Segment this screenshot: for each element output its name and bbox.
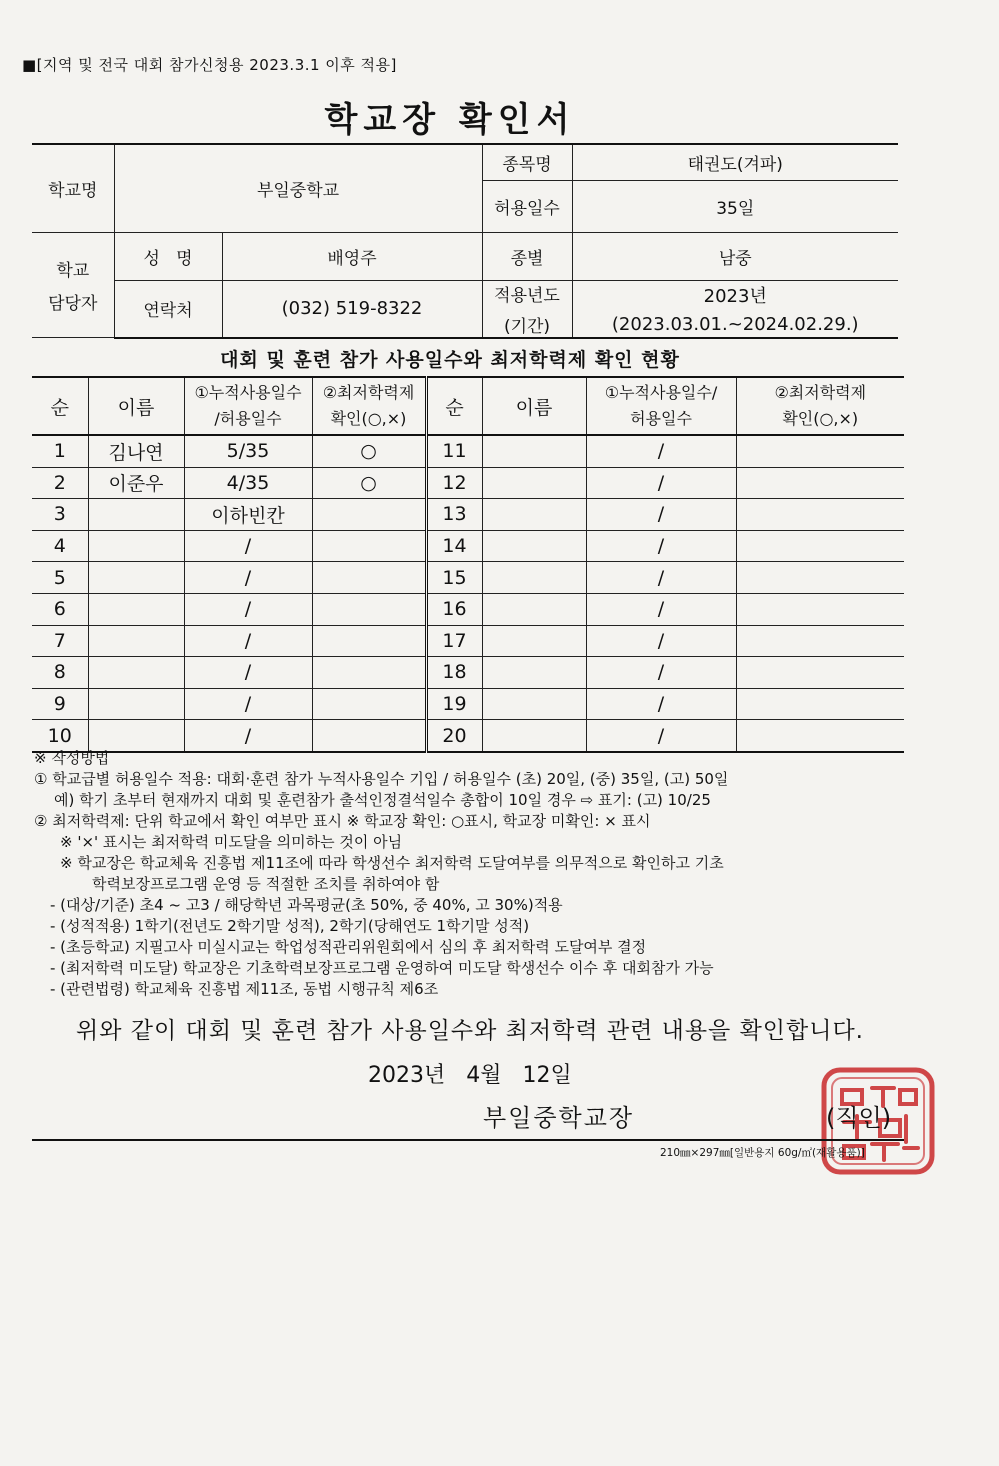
row-check-left: ○ xyxy=(312,435,426,467)
row-no-right: 11 xyxy=(426,435,482,467)
allowed-days-label: 허용일수 xyxy=(482,180,572,232)
page-title: 학교장 확인서 xyxy=(324,100,576,140)
col-header-name-right: 이름 xyxy=(482,377,586,435)
row-no-left: 5 xyxy=(32,562,88,594)
row-name-right xyxy=(482,562,586,594)
row-check-right xyxy=(736,499,904,531)
row-check-left xyxy=(312,593,426,625)
row-days-left: 5/35 xyxy=(184,435,312,467)
apply-year-label-line2: (기간) xyxy=(503,316,551,337)
col-header-days-left-line2: /허용일수 xyxy=(214,409,282,428)
seal-label: (직인) xyxy=(826,1104,892,1132)
row-name-right xyxy=(482,530,586,562)
note-3: ※ '×' 표시는 최저학력 미도달을 의미하는 것이 아님 xyxy=(60,833,403,851)
row-no-right: 13 xyxy=(426,499,482,531)
apply-year-value xyxy=(572,280,898,338)
row-check-left xyxy=(312,562,426,594)
note-1a: ① 학교급별 허용일수 적용: 대회·훈련 참가 누적사용일수 기입 / 허용일수 (초) 20일, (중) 35일, (고) 50일 xyxy=(34,770,729,788)
row-days-right: / xyxy=(586,499,736,531)
row-check-right xyxy=(736,593,904,625)
row-name-right xyxy=(482,435,586,467)
row-days-right: / xyxy=(586,435,736,467)
row-days-left: / xyxy=(184,562,312,594)
school-name-value: 부일중학교 xyxy=(114,144,482,232)
contact-label: 연락처 xyxy=(114,280,222,338)
note-4a: ※ 학교장은 학교체육 진흥법 제11조에 따라 학생선수 최저학력 도달여부를 의무적으로 확인하고 기초 xyxy=(60,854,724,872)
instructions-heading: ※ 작성방법 xyxy=(34,749,110,767)
row-no-left: 3 xyxy=(32,499,88,531)
row-days-left: / xyxy=(184,530,312,562)
row-no-left: 6 xyxy=(32,593,88,625)
row-name-left xyxy=(88,593,184,625)
row-check-left: ○ xyxy=(312,467,426,499)
instructions xyxy=(34,748,914,1000)
row-days-left: / xyxy=(184,625,312,657)
row-days-right: / xyxy=(586,530,736,562)
row-name-right xyxy=(482,688,586,720)
manager-name-value: 배영주 xyxy=(222,232,482,280)
row-days-right: / xyxy=(586,593,736,625)
row-check-left xyxy=(312,530,426,562)
status-row xyxy=(32,688,904,720)
detail-3: - (초등학교) 지필고사 미실시교는 학업성적관리위원회에서 심의 후 최저학력 도달여부 결정 xyxy=(50,938,647,956)
col-header-check-left xyxy=(312,377,426,435)
col-header-days-right-line1: ①누적사용일수/ xyxy=(604,383,718,403)
note-1b: 예) 학기 초부터 현재까지 대회 및 훈련참가 출석인정결석일수 총합이 10일 경우 ⇨ 표기: (고) 10/25 xyxy=(54,791,711,809)
row-days-right: / xyxy=(586,657,736,689)
row-check-right xyxy=(736,625,904,657)
row-no-left: 1 xyxy=(32,435,88,467)
col-header-days-left-line1: ①누적사용일수 xyxy=(194,383,302,403)
row-no-right: 18 xyxy=(426,657,482,689)
row-check-right xyxy=(736,562,904,594)
event-value: 태권도(겨파) xyxy=(572,144,898,180)
row-name-right xyxy=(482,467,586,499)
row-days-left: 이하빈칸 xyxy=(184,499,312,531)
row-name-right xyxy=(482,593,586,625)
status-row xyxy=(32,562,904,594)
row-no-right: 19 xyxy=(426,688,482,720)
manager-name-label: 성 명 xyxy=(114,232,222,280)
bottom-rule xyxy=(32,1139,904,1141)
status-row xyxy=(32,499,904,531)
col-header-check-right-line1: ②최저학력제 xyxy=(774,383,867,403)
row-days-right: / xyxy=(586,720,736,752)
row-name-right xyxy=(482,499,586,531)
row-name-left: 김나연 xyxy=(88,435,184,467)
status-row xyxy=(32,530,904,562)
gender-value: 남중 xyxy=(572,232,898,280)
row-name-left xyxy=(88,499,184,531)
detail-1: - (대상/기준) 초4 ~ 고3 / 해당학년 과목평균(초 50%, 중 40%, 고 30%)적용 xyxy=(50,896,563,914)
paper-spec: 210㎜×297㎜[일반용지 60g/㎡(재활용품)] xyxy=(660,1147,865,1159)
row-name-left xyxy=(88,562,184,594)
row-name-right xyxy=(482,625,586,657)
row-no-right: 14 xyxy=(426,530,482,562)
apply-year-label xyxy=(482,280,572,338)
col-header-check-right xyxy=(736,377,904,435)
manager-label-line2: 담당자 xyxy=(48,293,98,314)
row-name-left: 이준우 xyxy=(88,467,184,499)
status-row xyxy=(32,435,904,467)
row-no-right: 20 xyxy=(426,720,482,752)
col-header-check-left-line2: 확인(○,×) xyxy=(330,409,407,428)
row-name-left xyxy=(88,625,184,657)
col-header-name-left: 이름 xyxy=(88,377,184,435)
school-name-label: 학교명 xyxy=(32,144,114,232)
col-header-check-left-line1: ②최저학력제 xyxy=(322,383,415,403)
row-no-left: 9 xyxy=(32,688,88,720)
row-no-left: 8 xyxy=(32,657,88,689)
row-days-right: / xyxy=(586,562,736,594)
form-usage-label: ■[지역 및 전국 대회 참가신청용 2023.3.1 이후 적용] xyxy=(22,56,397,74)
row-no-right: 17 xyxy=(426,625,482,657)
row-no-left: 10 xyxy=(32,720,88,752)
row-check-right xyxy=(736,688,904,720)
row-no-left: 4 xyxy=(32,530,88,562)
row-days-left: / xyxy=(184,688,312,720)
row-check-left xyxy=(312,499,426,531)
allowed-days-value: 35일 xyxy=(572,180,898,232)
detail-4: - (최저학력 미도달) 학교장은 기초학력보장프로그램 운영하여 미도달 학생선수 이수 후 대회참가 가능 xyxy=(50,959,714,977)
apply-year-value-line2: (2023.03.01.~2024.02.29.) xyxy=(611,314,859,335)
row-days-left: / xyxy=(184,593,312,625)
principal-signature-line: 부일중학교장 xyxy=(483,1104,635,1132)
status-row xyxy=(32,593,904,625)
row-check-left xyxy=(312,657,426,689)
row-check-right xyxy=(736,657,904,689)
row-no-right: 16 xyxy=(426,593,482,625)
col-header-no-right: 순 xyxy=(426,377,482,435)
col-header-days-left xyxy=(184,377,312,435)
row-name-left xyxy=(88,530,184,562)
row-check-left xyxy=(312,688,426,720)
row-check-right xyxy=(736,530,904,562)
row-days-right: / xyxy=(586,625,736,657)
issue-date: 2023년 4월 12일 xyxy=(368,1063,572,1088)
detail-2: - (성적적용) 1학기(전년도 2학기말 성적), 2학기(당해연도 1학기말 성적) xyxy=(50,917,530,935)
confirmation-statement: 위와 같이 대회 및 훈련 참가 사용일수와 최저학력 관련 내용을 확인합니다. xyxy=(76,1018,864,1044)
row-no-left: 7 xyxy=(32,625,88,657)
col-header-days-right xyxy=(586,377,736,435)
status-row xyxy=(32,467,904,499)
row-no-right: 15 xyxy=(426,562,482,594)
row-days-right: / xyxy=(586,467,736,499)
row-days-right: / xyxy=(586,688,736,720)
note-2: ② 최저학력제: 단위 학교에서 확인 여부만 표시 ※ 학교장 확인: ○표시, 학교장 미확인: × 표시 xyxy=(34,812,651,830)
row-check-left xyxy=(312,625,426,657)
apply-year-label-line1: 적용년도 xyxy=(494,285,560,306)
event-label: 종목명 xyxy=(482,144,572,180)
gender-label: 종별 xyxy=(482,232,572,280)
row-name-left xyxy=(88,657,184,689)
row-days-left: 4/35 xyxy=(184,467,312,499)
col-header-check-right-line2: 확인(○,×) xyxy=(782,409,859,428)
detail-5: - (관련법령) 학교체육 진흥법 제11조, 동법 시행규칙 제6조 xyxy=(50,980,439,998)
status-table-title: 대회 및 훈련 참가 사용일수와 최저학력제 확인 현황 xyxy=(220,349,680,371)
row-no-left: 2 xyxy=(32,467,88,499)
apply-year-value-line1: 2023년 xyxy=(703,286,767,307)
status-row xyxy=(32,625,904,657)
note-4b: 학력보장프로그램 운영 등 적절한 조치를 취하여야 함 xyxy=(92,875,440,893)
col-header-days-right-line2: 허용일수 xyxy=(630,409,692,428)
status-table xyxy=(32,376,904,753)
row-no-right: 12 xyxy=(426,467,482,499)
row-name-right xyxy=(482,657,586,689)
manager-label-line1: 학교 xyxy=(56,260,90,281)
contact-value: (032) 519-8322 xyxy=(222,280,482,338)
row-check-right xyxy=(736,435,904,467)
row-check-right xyxy=(736,467,904,499)
row-days-left: / xyxy=(184,720,312,752)
school-info-table xyxy=(32,143,898,339)
status-row xyxy=(32,657,904,689)
row-name-left xyxy=(88,688,184,720)
manager-label xyxy=(32,232,114,338)
col-header-no-left: 순 xyxy=(32,377,88,435)
row-days-left: / xyxy=(184,657,312,689)
